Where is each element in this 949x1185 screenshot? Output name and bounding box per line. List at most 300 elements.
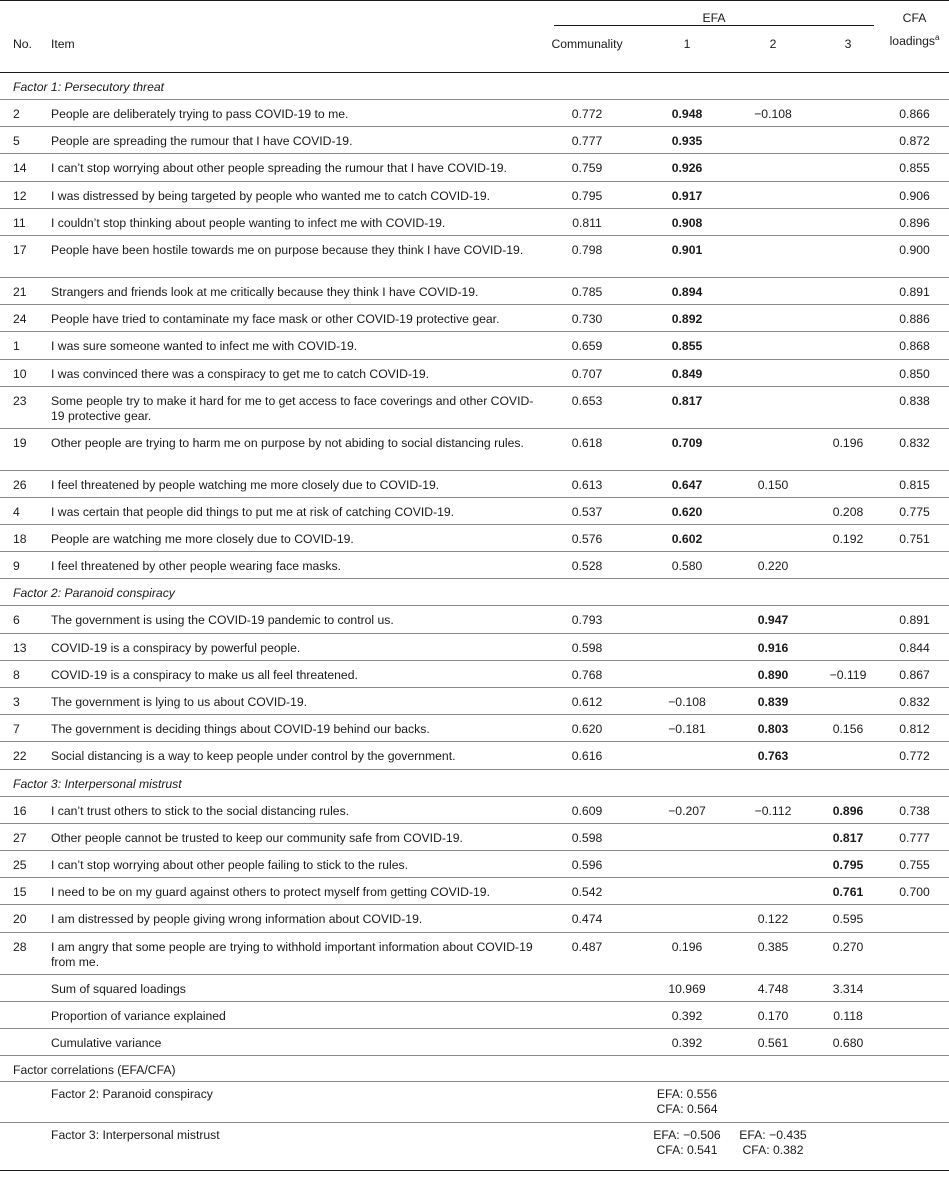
correlation-value-c1 xyxy=(644,1123,730,1171)
item-text: Some people try to make it hard for me to get access to face coverings and other COVID-19 protective gear. xyxy=(38,386,544,428)
empty-cell xyxy=(0,1082,38,1123)
item-text: People are deliberately trying to pass COVID-19 to me. xyxy=(38,100,544,127)
factor3-loading-value: 0.761 xyxy=(832,885,864,900)
factor1-loading-value: 0.917 xyxy=(671,188,703,203)
correlation-cfa: CFA: 0.382 xyxy=(742,1143,804,1158)
item-text: I feel threatened by other people wearing face masks. xyxy=(38,552,544,579)
empty-cell xyxy=(816,1082,880,1123)
factor1-loading xyxy=(644,208,730,235)
table-row xyxy=(0,633,949,660)
correlations-title: Factor correlations (EFA/CFA) xyxy=(0,1056,949,1082)
summary-factor1: 0.392 xyxy=(644,1001,730,1028)
communality-value: 0.609 xyxy=(544,796,644,823)
factor3-loading: 0.595 xyxy=(816,905,880,932)
factor1-loading xyxy=(644,127,730,154)
cfa-loading: 0.832 xyxy=(880,428,949,470)
factor2-loading xyxy=(730,305,816,332)
communality-value: 0.612 xyxy=(544,688,644,715)
factor3-loading xyxy=(816,181,880,208)
cfa-loading: 0.886 xyxy=(880,305,949,332)
factor1-loading-value: 0.620 xyxy=(671,504,703,519)
correlation-cfa: CFA: 0.564 xyxy=(656,1102,718,1117)
summary-label: Proportion of variance explained xyxy=(38,1001,544,1028)
item-number: 23 xyxy=(0,386,38,428)
factor2-loading-value: 0.803 xyxy=(757,722,789,737)
item-number: 7 xyxy=(0,715,38,742)
correlation-row xyxy=(0,1082,949,1123)
item-text: People have been hostile towards me on purpose because they think I have COVID-19. xyxy=(38,235,544,277)
cfa-loading: 0.900 xyxy=(880,235,949,277)
item-number: 13 xyxy=(0,633,38,660)
factor2-loading xyxy=(730,235,816,277)
item-text: The government is lying to us about COVID-19. xyxy=(38,688,544,715)
item-number: 18 xyxy=(0,525,38,552)
table-row xyxy=(0,660,949,687)
factor1-title-row xyxy=(0,73,949,100)
cfa-loading: 0.751 xyxy=(880,525,949,552)
item-text: I need to be on my guard against others to protect myself from getting COVID-19. xyxy=(38,878,544,905)
factor1-loading xyxy=(644,428,730,470)
factor1-loading-value: 0.901 xyxy=(671,242,703,257)
communality-value: 0.576 xyxy=(544,525,644,552)
table-row xyxy=(0,715,949,742)
col-communality-heading: Communality xyxy=(544,33,644,73)
table-row xyxy=(0,181,949,208)
item-text: The government is deciding things about COVID-19 behind our backs. xyxy=(38,715,544,742)
factor3-loading xyxy=(816,127,880,154)
factor1-loading xyxy=(644,742,730,769)
item-text: COVID-19 is a conspiracy by powerful people. xyxy=(38,633,544,660)
factor3-loading xyxy=(816,470,880,497)
empty-cell xyxy=(880,1123,949,1171)
factor2-loading: 0.150 xyxy=(730,470,816,497)
summary-factor3: 0.680 xyxy=(816,1028,880,1055)
communality-value: 0.528 xyxy=(544,552,644,579)
empty-cell xyxy=(880,974,949,1001)
cfa-loading: 0.738 xyxy=(880,796,949,823)
cfa-loading: 0.815 xyxy=(880,470,949,497)
item-number: 9 xyxy=(0,552,38,579)
factor3-loading xyxy=(816,100,880,127)
factor2-loading xyxy=(730,127,816,154)
header-row-bottom xyxy=(0,33,949,73)
item-text: People are watching me more closely due to COVID-19. xyxy=(38,525,544,552)
factor2-loading xyxy=(730,742,816,769)
summary-factor1: 10.969 xyxy=(644,974,730,1001)
table-row xyxy=(0,208,949,235)
item-number: 19 xyxy=(0,428,38,470)
factor2-loading-value: 0.763 xyxy=(757,749,789,764)
factor2-loading xyxy=(730,660,816,687)
factor3-loading: 0.196 xyxy=(816,428,880,470)
table-row xyxy=(0,305,949,332)
summary-row xyxy=(0,1001,949,1028)
factor1-loading-value: 0.709 xyxy=(671,435,703,450)
item-text: I couldn’t stop thinking about people wanting to infect me with COVID-19. xyxy=(38,208,544,235)
empty-cell xyxy=(544,1001,644,1028)
factor1-loading xyxy=(644,386,730,428)
factor2-loading xyxy=(730,878,816,905)
factor2-loading xyxy=(730,154,816,181)
item-number: 24 xyxy=(0,305,38,332)
factor1-loading-value: 0.908 xyxy=(671,215,703,230)
table-row xyxy=(0,850,949,877)
factor3-loading xyxy=(816,850,880,877)
item-number: 5 xyxy=(0,127,38,154)
item-number: 2 xyxy=(0,100,38,127)
factor1-loading-value: 0.892 xyxy=(671,312,703,327)
communality-value: 0.620 xyxy=(544,715,644,742)
factor1-loading: −0.108 xyxy=(644,688,730,715)
communality-value: 0.598 xyxy=(544,823,644,850)
factor3-loading-value: 0.896 xyxy=(832,803,864,818)
communality-value: 0.487 xyxy=(544,932,644,974)
correlation-value-c2 xyxy=(730,1082,816,1123)
table-row xyxy=(0,386,949,428)
factor1-loading: 0.580 xyxy=(644,552,730,579)
factor1-loading xyxy=(644,181,730,208)
factor1-loading-value: 0.935 xyxy=(671,134,703,149)
col-no-heading: No. xyxy=(0,33,38,73)
factor1-loading-value: 0.647 xyxy=(671,477,703,492)
table-row xyxy=(0,100,949,127)
correlation-efa: EFA: −0.506 xyxy=(653,1128,721,1143)
cfa-loading: 0.855 xyxy=(880,154,949,181)
factor1-loading xyxy=(644,497,730,524)
summary-label: Sum of squared loadings xyxy=(38,974,544,1001)
item-text: Strangers and friends look at me critically because they think I have COVID-19. xyxy=(38,277,544,304)
factor1-loading xyxy=(644,235,730,277)
factor1-loading-value: 0.849 xyxy=(671,366,703,381)
item-text: People are spreading the rumour that I have COVID-19. xyxy=(38,127,544,154)
factor2-loading xyxy=(730,277,816,304)
factor2-loading xyxy=(730,332,816,359)
item-number: 26 xyxy=(0,470,38,497)
factor3-loading xyxy=(816,277,880,304)
factor1-loading xyxy=(644,850,730,877)
item-number: 22 xyxy=(0,742,38,769)
correlation-value-c2 xyxy=(730,1123,816,1171)
factor3-title-row xyxy=(0,769,949,796)
factor1-loading xyxy=(644,305,730,332)
factor2-loading-value: 0.890 xyxy=(757,667,789,682)
table-row xyxy=(0,359,949,386)
item-text: I was sure someone wanted to infect me with COVID-19. xyxy=(38,332,544,359)
communality-value: 0.537 xyxy=(544,497,644,524)
communality-value: 0.542 xyxy=(544,878,644,905)
factor1-loading xyxy=(644,606,730,633)
item-text: I was certain that people did things to put me at risk of catching COVID-19. xyxy=(38,497,544,524)
item-number: 1 xyxy=(0,332,38,359)
header-row-top xyxy=(0,1,949,33)
col-factor2-heading: 2 xyxy=(730,33,816,73)
summary-label: Cumulative variance xyxy=(38,1028,544,1055)
factor1-loading xyxy=(644,823,730,850)
factor3-loading xyxy=(816,154,880,181)
factor1-loading xyxy=(644,905,730,932)
factor3-loading-value: 0.817 xyxy=(832,830,864,845)
factor1-loading xyxy=(644,277,730,304)
table-row xyxy=(0,878,949,905)
table-row xyxy=(0,823,949,850)
item-text: People have tried to contaminate my face mask or other COVID-19 protective gear. xyxy=(38,305,544,332)
cfa-loading: 0.812 xyxy=(880,715,949,742)
communality-value: 0.798 xyxy=(544,235,644,277)
summary-factor2: 0.170 xyxy=(730,1001,816,1028)
empty-cell xyxy=(816,1123,880,1171)
factor2-loading xyxy=(730,181,816,208)
cfa-loading xyxy=(880,932,949,974)
correlation-efa: EFA: −0.435 xyxy=(739,1128,807,1143)
factor1-loading-value: 0.894 xyxy=(671,284,703,299)
communality-value: 0.598 xyxy=(544,633,644,660)
table-row xyxy=(0,552,949,579)
factor3-loading: 0.192 xyxy=(816,525,880,552)
table-row xyxy=(0,428,949,470)
empty-cell xyxy=(544,1082,644,1123)
col-item-heading: Item xyxy=(38,33,544,73)
item-number: 4 xyxy=(0,497,38,524)
communality-value: 0.707 xyxy=(544,359,644,386)
table-row xyxy=(0,932,949,974)
item-text: COVID-19 is a conspiracy to make us all feel threatened. xyxy=(38,660,544,687)
empty-cell xyxy=(0,1028,38,1055)
factor2-loading-value: 0.916 xyxy=(757,640,789,655)
cfa-loading: 0.838 xyxy=(880,386,949,428)
cfa-loading: 0.868 xyxy=(880,332,949,359)
summary-factor3: 3.314 xyxy=(816,974,880,1001)
factor3-loading: 0.156 xyxy=(816,715,880,742)
factor2-loading: −0.108 xyxy=(730,100,816,127)
item-number: 8 xyxy=(0,660,38,687)
communality-value: 0.785 xyxy=(544,277,644,304)
factor3-loading xyxy=(816,688,880,715)
communality-value: 0.653 xyxy=(544,386,644,428)
factor1-loading: −0.181 xyxy=(644,715,730,742)
factor1-loading xyxy=(644,633,730,660)
table-row xyxy=(0,277,949,304)
item-text: I can’t stop worrying about other people failing to stick to the rules. xyxy=(38,850,544,877)
communality-value: 0.795 xyxy=(544,181,644,208)
factor3-loading xyxy=(816,332,880,359)
item-text: I was convinced there was a conspiracy to get me to catch COVID-19. xyxy=(38,359,544,386)
empty-cell xyxy=(0,1123,38,1171)
factor2-loading: 0.385 xyxy=(730,932,816,974)
communality-value: 0.768 xyxy=(544,660,644,687)
factor3-loading xyxy=(816,823,880,850)
item-text: I can’t trust others to stick to the social distancing rules. xyxy=(38,796,544,823)
factor3-loading xyxy=(816,878,880,905)
communality-value: 0.793 xyxy=(544,606,644,633)
factor2-loading xyxy=(730,525,816,552)
communality-value: 0.730 xyxy=(544,305,644,332)
item-number: 3 xyxy=(0,688,38,715)
cfa-loading: 0.891 xyxy=(880,277,949,304)
item-text: I was distressed by being targeted by people who wanted me to catch COVID-19. xyxy=(38,181,544,208)
cfa-loading: 0.832 xyxy=(880,688,949,715)
col-factor1-heading: 1 xyxy=(644,33,730,73)
empty-cell xyxy=(0,1001,38,1028)
factor1-loading xyxy=(644,660,730,687)
factor1-loading-value: 0.948 xyxy=(671,107,703,121)
item-number: 11 xyxy=(0,208,38,235)
factor1-loading: −0.207 xyxy=(644,796,730,823)
factor1-loading xyxy=(644,154,730,181)
item-number: 16 xyxy=(0,796,38,823)
factor1-loading-value: 0.817 xyxy=(671,393,703,408)
factor3-loading-value: 0.795 xyxy=(832,857,864,872)
factor3-loading xyxy=(816,796,880,823)
table-row xyxy=(0,742,949,769)
item-number: 6 xyxy=(0,606,38,633)
cfa-loading: 0.896 xyxy=(880,208,949,235)
correlation-efa: EFA: 0.556 xyxy=(656,1087,718,1102)
table-row xyxy=(0,525,949,552)
factor2-loading: −0.112 xyxy=(730,796,816,823)
item-number: 17 xyxy=(0,235,38,277)
factor2-loading xyxy=(730,633,816,660)
factor2-loading xyxy=(730,606,816,633)
empty-cell xyxy=(544,1123,644,1171)
factor2-loading xyxy=(730,386,816,428)
table-row xyxy=(0,235,949,277)
summary-factor1: 0.392 xyxy=(644,1028,730,1055)
item-text: The government is using the COVID-19 pandemic to control us. xyxy=(38,606,544,633)
factor1-title: Factor 1: Persecutory threat xyxy=(0,73,949,100)
correlations-title-row xyxy=(0,1056,949,1082)
col-factor3-heading: 3 xyxy=(816,33,880,73)
item-text: I am distressed by people giving wrong information about COVID-19. xyxy=(38,905,544,932)
communality-value: 0.759 xyxy=(544,154,644,181)
empty-cell xyxy=(880,1028,949,1055)
communality-value: 0.811 xyxy=(544,208,644,235)
factor2-loading xyxy=(730,359,816,386)
factor3-loading xyxy=(816,742,880,769)
table-row xyxy=(0,796,949,823)
factor2-loading-value: 0.839 xyxy=(757,695,789,709)
col-cfa-loadings-heading: loadings$^a$ xyxy=(880,33,949,73)
summary-row xyxy=(0,974,949,1001)
factor3-loading xyxy=(816,359,880,386)
item-number: 20 xyxy=(0,905,38,932)
table-body xyxy=(0,73,949,1171)
communality-value: 0.596 xyxy=(544,850,644,877)
cfa-loading: 0.850 xyxy=(880,359,949,386)
communality-value: 0.474 xyxy=(544,905,644,932)
cfa-loading: 0.700 xyxy=(880,878,949,905)
summary-row xyxy=(0,1028,949,1055)
table-row xyxy=(0,127,949,154)
correlation-value-c1 xyxy=(644,1082,730,1123)
cfa-loading: 0.772 xyxy=(880,742,949,769)
efa-heading: EFA xyxy=(554,11,874,26)
factor1-loading-value: 0.926 xyxy=(671,161,703,176)
item-text: I can’t stop worrying about other people spreading the rumour that I have COVID-19. xyxy=(38,154,544,181)
communality-value: 0.777 xyxy=(544,127,644,154)
factor2-loading: 0.220 xyxy=(730,552,816,579)
factor1-loading xyxy=(644,359,730,386)
item-number: 27 xyxy=(0,823,38,850)
factor1-loading xyxy=(644,100,730,127)
factor1-loading xyxy=(644,525,730,552)
communality-value: 0.772 xyxy=(544,100,644,127)
cfa-heading: CFA xyxy=(880,1,949,33)
item-number: 15 xyxy=(0,878,38,905)
table-row xyxy=(0,154,949,181)
item-number: 25 xyxy=(0,850,38,877)
correlation-cfa: CFA: 0.541 xyxy=(656,1143,718,1158)
item-text: I feel threatened by people watching me more closely due to COVID-19. xyxy=(38,470,544,497)
cfa-loading: 0.775 xyxy=(880,497,949,524)
cfa-loading: 0.866 xyxy=(880,100,949,127)
cfa-loading xyxy=(880,552,949,579)
item-number: 28 xyxy=(0,932,38,974)
correlation-label: Factor 3: Interpersonal mistrust xyxy=(38,1123,544,1171)
empty-cell xyxy=(880,1001,949,1028)
item-number: 14 xyxy=(0,154,38,181)
factor3-loading: 0.270 xyxy=(816,932,880,974)
factor2-loading xyxy=(730,823,816,850)
empty-cell xyxy=(880,1082,949,1123)
item-number: 21 xyxy=(0,277,38,304)
factor2-loading xyxy=(730,428,816,470)
cfa-loading xyxy=(880,905,949,932)
cfa-loading: 0.777 xyxy=(880,823,949,850)
correlation-row xyxy=(0,1123,949,1171)
item-text: Social distancing is a way to keep people under control by the government. xyxy=(38,742,544,769)
summary-factor2: 4.748 xyxy=(730,974,816,1001)
communality-value: 0.613 xyxy=(544,470,644,497)
item-text: Other people are trying to harm me on purpose by not abiding to social distancing rules. xyxy=(38,428,544,470)
factor2-loading xyxy=(730,688,816,715)
factor2-loading-value: 0.947 xyxy=(757,613,789,628)
cfa-loading: 0.844 xyxy=(880,633,949,660)
table-row xyxy=(0,905,949,932)
factor2-loading xyxy=(730,208,816,235)
cfa-loading: 0.755 xyxy=(880,850,949,877)
factor3-loading xyxy=(816,386,880,428)
table-row xyxy=(0,332,949,359)
communality-value: 0.659 xyxy=(544,332,644,359)
factor3-loading: −0.119 xyxy=(816,660,880,687)
cfa-loading: 0.867 xyxy=(880,660,949,687)
correlation-label: Factor 2: Paranoid conspiracy xyxy=(38,1082,544,1123)
factor1-loading xyxy=(644,332,730,359)
communality-value: 0.616 xyxy=(544,742,644,769)
factor2-title: Factor 2: Paranoid conspiracy xyxy=(0,579,949,606)
factor1-loading xyxy=(644,878,730,905)
table-row xyxy=(0,606,949,633)
cfa-loading: 0.891 xyxy=(880,606,949,633)
factor2-loading xyxy=(730,497,816,524)
table-row xyxy=(0,497,949,524)
factor3-loading xyxy=(816,208,880,235)
table-row xyxy=(0,688,949,715)
factor1-loading-value: 0.602 xyxy=(671,532,703,547)
empty-cell xyxy=(544,1028,644,1055)
factor3-loading xyxy=(816,305,880,332)
factor3-title: Factor 3: Interpersonal mistrust xyxy=(0,769,949,796)
factor1-loading xyxy=(644,470,730,497)
item-number: 12 xyxy=(0,181,38,208)
empty-cell xyxy=(544,974,644,1001)
item-text: I am angry that some people are trying to withhold important information about COVID-19 from me. xyxy=(38,932,544,974)
table-row xyxy=(0,470,949,497)
summary-factor2: 0.561 xyxy=(730,1028,816,1055)
summary-factor3: 0.118 xyxy=(816,1001,880,1028)
item-text: Other people cannot be trusted to keep our community safe from COVID-19. xyxy=(38,823,544,850)
factor3-loading xyxy=(816,633,880,660)
